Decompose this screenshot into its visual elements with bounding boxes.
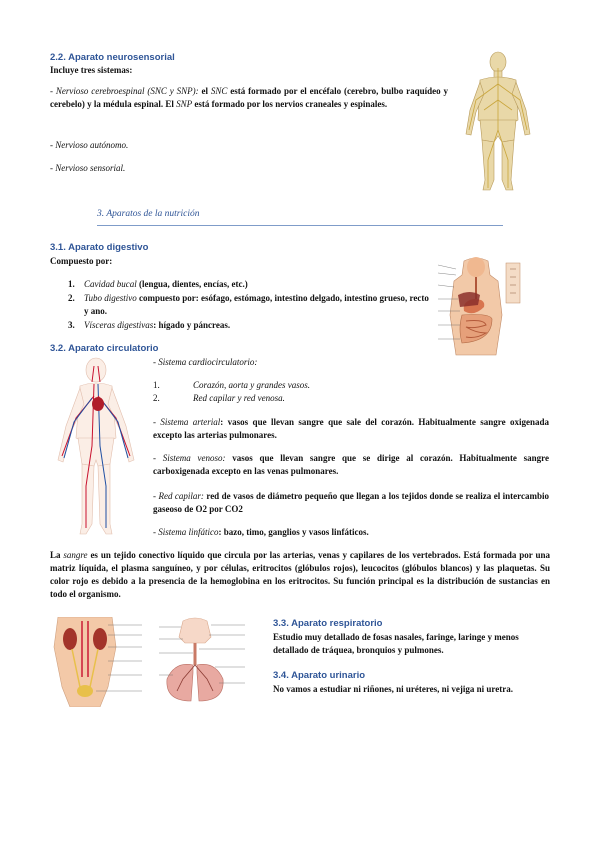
circ-sub-list: [153, 379, 453, 405]
digestivo-list: [68, 278, 430, 332]
list-item: 2. Tubo digestivo compuesto por: esófago, estómago, intestino delgado, intestino grueso, recto y ano.: [68, 293, 429, 317]
circ-linfatico: - Sistema linfático: bazo, timo, ganglios y vasos linfáticos.: [153, 527, 369, 537]
urinario-text: No vamos a estudiar ni riñones, ni uréteres, ni vejiga ni uretra.: [273, 684, 513, 694]
section-heading-nutricion: 3. Aparatos de la nutrición: [97, 209, 200, 219]
list-item: 2. Red capilar y red venosa.: [153, 393, 285, 404]
respiratory-system-illustration: [155, 617, 265, 707]
circ-sys-label: - Sistema cardiocirculatorio:: [153, 357, 258, 367]
section-heading-digestivo: 3.1. Aparato digestivo: [50, 242, 149, 253]
neuro-item-cerebroespinal: - Nervioso cerebroespinal (SNC y SNP): el SNC está formado por el encéfalo (cerebro, bulbo raquídeo y cerebelo) y la médula espinal. El SNP está formado por los nervios craneales y espinales.: [50, 86, 449, 110]
digestive-system-illustration: [434, 255, 524, 365]
circ-capilar: - Red capilar: red de vasos de diámetro pequeño que llegan a los tejidos donde se realiza el intercambio gaseoso de O2 por CO2: [153, 491, 550, 515]
section-heading-circulatorio: 3.2. Aparato circulatorio: [50, 343, 159, 354]
section-heading-urinario: 3.4. Aparato urinario: [273, 670, 366, 681]
circ-venoso: - Sistema venoso: vasos que llevan sangre que se dirige al corazón. Habitualmente sangre carboxigenada excepto en las venas pulmonares.: [153, 453, 550, 477]
neuro-intro: Incluye tres sistemas:: [50, 65, 133, 75]
circulatory-system-illustration: [46, 356, 146, 538]
list-item: 1. Cavidad bucal (lengua, dientes, encías, etc.): [68, 279, 248, 289]
section-heading-neurosensorial: 2.2. Aparato neurosensorial: [50, 52, 175, 63]
respiratorio-text: Estudio muy detallado de fosas nasales, faringe, laringe y menos detallado de tráquea, bronquios y pulmones.: [273, 632, 519, 656]
circ-arterial: - Sistema arterial: vasos que llevan sangre que sale del corazón. Habitualmente sangre oxigenada excepto las arterias pulmonares.: [153, 417, 549, 441]
sangre-paragraph: La sangre es un tejido conectivo líquido que circula por las arterias, venas y capilares de los vertebrados. Está formada por una matriz líquida, el plasma sanguíneo, y por células, eritrocitos (glóbulos rojos), leucocitos (glóbulos blancos) y las plaquetas. Su color rojo es debido a la presencia de la hemoglobina en los eritrocitos. Su función principal es la distribución de sustancias en todo el organismo.: [50, 550, 550, 600]
urinary-system-illustration: [52, 617, 144, 707]
list-item: 1. Corazón, aorta y grandes vasos.: [153, 380, 311, 390]
list-item: 3. Vísceras digestivas: hígado y páncreas.: [68, 320, 231, 331]
section-heading-respiratorio: 3.3. Aparato respiratorio: [273, 618, 383, 629]
neuro-item-sensorial: - Nervioso sensorial.: [50, 163, 126, 173]
neuro-item-autonomo: - Nervioso autónomo.: [50, 140, 129, 150]
digestivo-intro: Compuesto por:: [50, 256, 113, 266]
section-divider: [97, 225, 503, 226]
nervous-system-illustration: [458, 50, 538, 192]
